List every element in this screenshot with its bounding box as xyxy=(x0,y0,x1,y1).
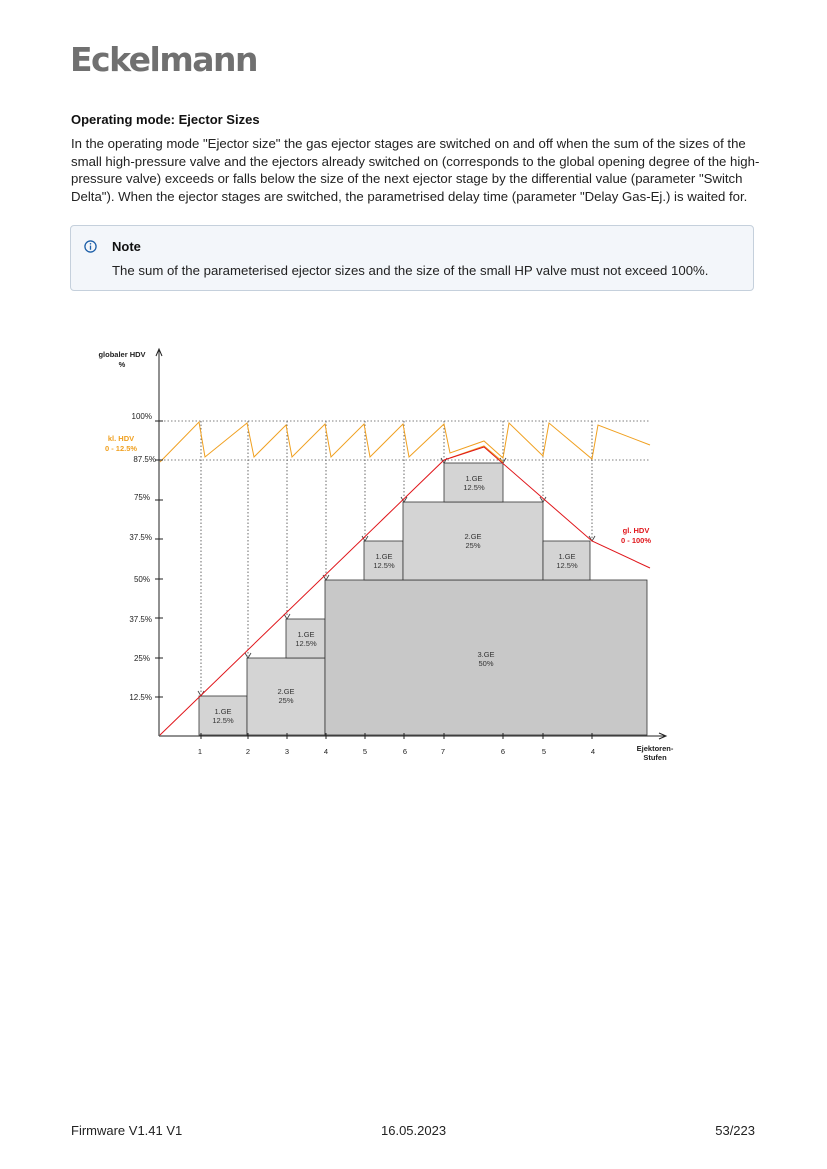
y-tick-label: 75% xyxy=(133,493,150,502)
block-label-name: 3.GE xyxy=(477,650,495,659)
y-tick-label: 12.5% xyxy=(129,693,152,702)
block-label-name: 1.GE xyxy=(214,707,232,716)
block-label-size: 12.5% xyxy=(212,716,234,725)
x-tick-label: 4 xyxy=(590,747,596,756)
block-label-name: 2.GE xyxy=(277,687,295,696)
block-label-name: 2.GE xyxy=(464,532,482,541)
x-axis-title: Ejektoren- xyxy=(636,744,674,753)
y-tick-label: 37.5% xyxy=(129,615,152,624)
block-label-size: 12.5% xyxy=(295,639,317,648)
block-label-size: 12.5% xyxy=(556,561,578,570)
y-tick-label: 25% xyxy=(133,654,150,663)
x-tick-label: 3 xyxy=(284,747,290,756)
block-label-size: 12.5% xyxy=(463,483,485,492)
small-valve-range: 0 - 12.5% xyxy=(104,444,138,453)
block-label-name: 1.GE xyxy=(297,630,315,639)
small-valve-curve xyxy=(160,422,650,462)
ejector-blocks xyxy=(199,463,647,735)
block-label-size: 25% xyxy=(278,696,294,705)
block-label-name: 1.GE xyxy=(558,552,576,561)
eckelmann-logo: Eckelmann xyxy=(70,40,257,79)
block-label-name: 1.GE xyxy=(375,552,393,561)
x-tick-label: 7 xyxy=(440,747,446,756)
global-valve-label: gl. HDV xyxy=(622,526,650,535)
x-tick-label: 5 xyxy=(362,747,368,756)
block-label-size: 50% xyxy=(478,659,494,668)
x-tick-label: 5 xyxy=(541,747,547,756)
footer-date: 16.05.2023 xyxy=(381,1123,447,1138)
y-tick-label: 87.5% xyxy=(133,455,156,464)
y-axis-title: globaler HDV xyxy=(98,350,146,359)
block-label-size: 12.5% xyxy=(373,561,395,570)
section-heading: Operating mode: Ejector Sizes xyxy=(71,112,260,127)
small-valve-label: kl. HDV xyxy=(107,434,135,443)
x-tick-label: 4 xyxy=(323,747,329,756)
block-label-name: 1.GE xyxy=(465,474,483,483)
x-tick-label: 1 xyxy=(197,747,203,756)
y-tick-label: 50% xyxy=(133,575,150,584)
x-tick-label: 6 xyxy=(500,747,506,756)
x-tick-label: 2 xyxy=(245,747,251,756)
y-tick-label: 37.5% xyxy=(129,533,152,542)
footer-firmware: Firmware V1.41 V1 xyxy=(71,1123,183,1138)
block-label-size: 25% xyxy=(465,541,481,550)
y-axis-title-unit: % xyxy=(118,360,126,369)
y-tick-label: 100% xyxy=(131,412,152,421)
x-axis-title-2: Stufen xyxy=(643,753,667,762)
note-text: The sum of the parameterised ejector sizes and the size of the small HP valve must not exceed 100%. xyxy=(112,263,709,278)
global-valve-range: 0 - 100% xyxy=(620,536,652,545)
section-paragraph: In the operating mode "Ejector size" the gas ejector stages are switched on and off when the sum of the sizes of the small high-pressure valve and the ejectors already switched on (corresponds to the global opening degree of the high-pressure valve) exceeds or falls below the size of the next ejector stage by the differential value (parameter "Switch Delta"). When the ejector stages are switched, the parametrised delay time (parameter "Delay Gas-Ej.) is waited for. xyxy=(71,136,760,204)
note-title: Note xyxy=(112,239,141,254)
footer-page-number: 53/223 xyxy=(715,1123,755,1138)
x-tick-label: 6 xyxy=(402,747,408,756)
